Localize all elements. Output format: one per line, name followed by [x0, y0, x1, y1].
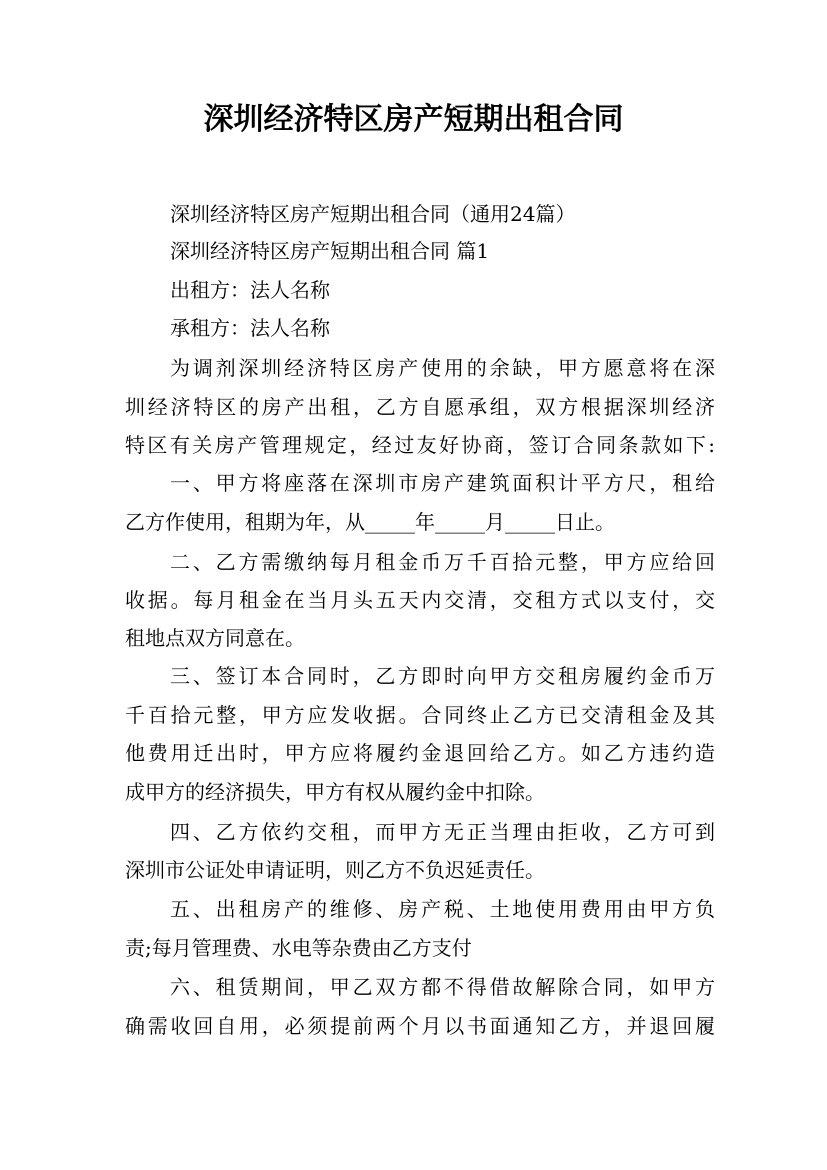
paragraph-line: 特区有关房产管理规定，经过友好协商，签订合同条款如下: [125, 433, 715, 457]
paragraph-line: 他费用迁出时，甲方应将履约金退回给乙方。如乙方违约造 [125, 741, 715, 765]
paragraph-line: 四、乙方依约交租，而甲方无正当理由拒收，乙方可到 [170, 820, 715, 844]
paragraph-line: 深圳市公证处申请证明，则乙方不负迟延责任。 [125, 858, 545, 882]
paragraph-line: 责;每月管理费、水电等杂费由乙方支付 [125, 936, 472, 960]
paragraph-line: 五、出租房产的维修、房产税、土地使用费用由甲方负 [170, 897, 715, 921]
paragraph-line: 租地点双方同意在。 [125, 626, 305, 650]
paragraph-line: 收据。每月租金在当月头五天内交清，交租方式以支付，交 [125, 588, 715, 612]
paragraph-line: 乙方作使用，租期为年，从_____年_____月_____日止。 [125, 510, 615, 534]
paragraph-line: 成甲方的经济损失，甲方有权从履约金中扣除。 [125, 780, 545, 804]
document-title: 深圳经济特区房产短期出租合同 [203, 102, 624, 137]
paragraph-line: 二、乙方需缴纳每月租金币万千百拾元整，甲方应给回 [170, 550, 715, 574]
subtitle-line: 深圳经济特区房产短期出租合同（通用24篇） [170, 202, 576, 226]
paragraph-line: 六、租赁期间，甲乙双方都不得借故解除合同，如甲方 [170, 975, 715, 999]
lessor-line: 出租方：法人名称 [170, 278, 330, 302]
lessee-line: 承租方：法人名称 [170, 316, 330, 340]
paragraph-line: 千百拾元整，甲方应发收据。合同终止乙方已交清租金及其 [125, 703, 715, 727]
paragraph-line: 三、签订本合同时，乙方即时向甲方交租房履约金币万 [170, 664, 715, 688]
paragraph-line: 一、甲方将座落在深圳市房产建筑面积计平方尺，租给 [170, 471, 715, 495]
paragraph-line: 确需收回自用，必须提前两个月以书面通知乙方，并退回履 [125, 1014, 715, 1038]
paragraph-line: 为调剂深圳经济特区房产使用的余缺，甲方愿意将在深 [170, 356, 715, 380]
section-heading: 深圳经济特区房产短期出租合同 篇1 [170, 239, 490, 263]
paragraph-line: 圳经济特区的房产出租，乙方自愿承组，双方根据深圳经济 [125, 395, 715, 419]
